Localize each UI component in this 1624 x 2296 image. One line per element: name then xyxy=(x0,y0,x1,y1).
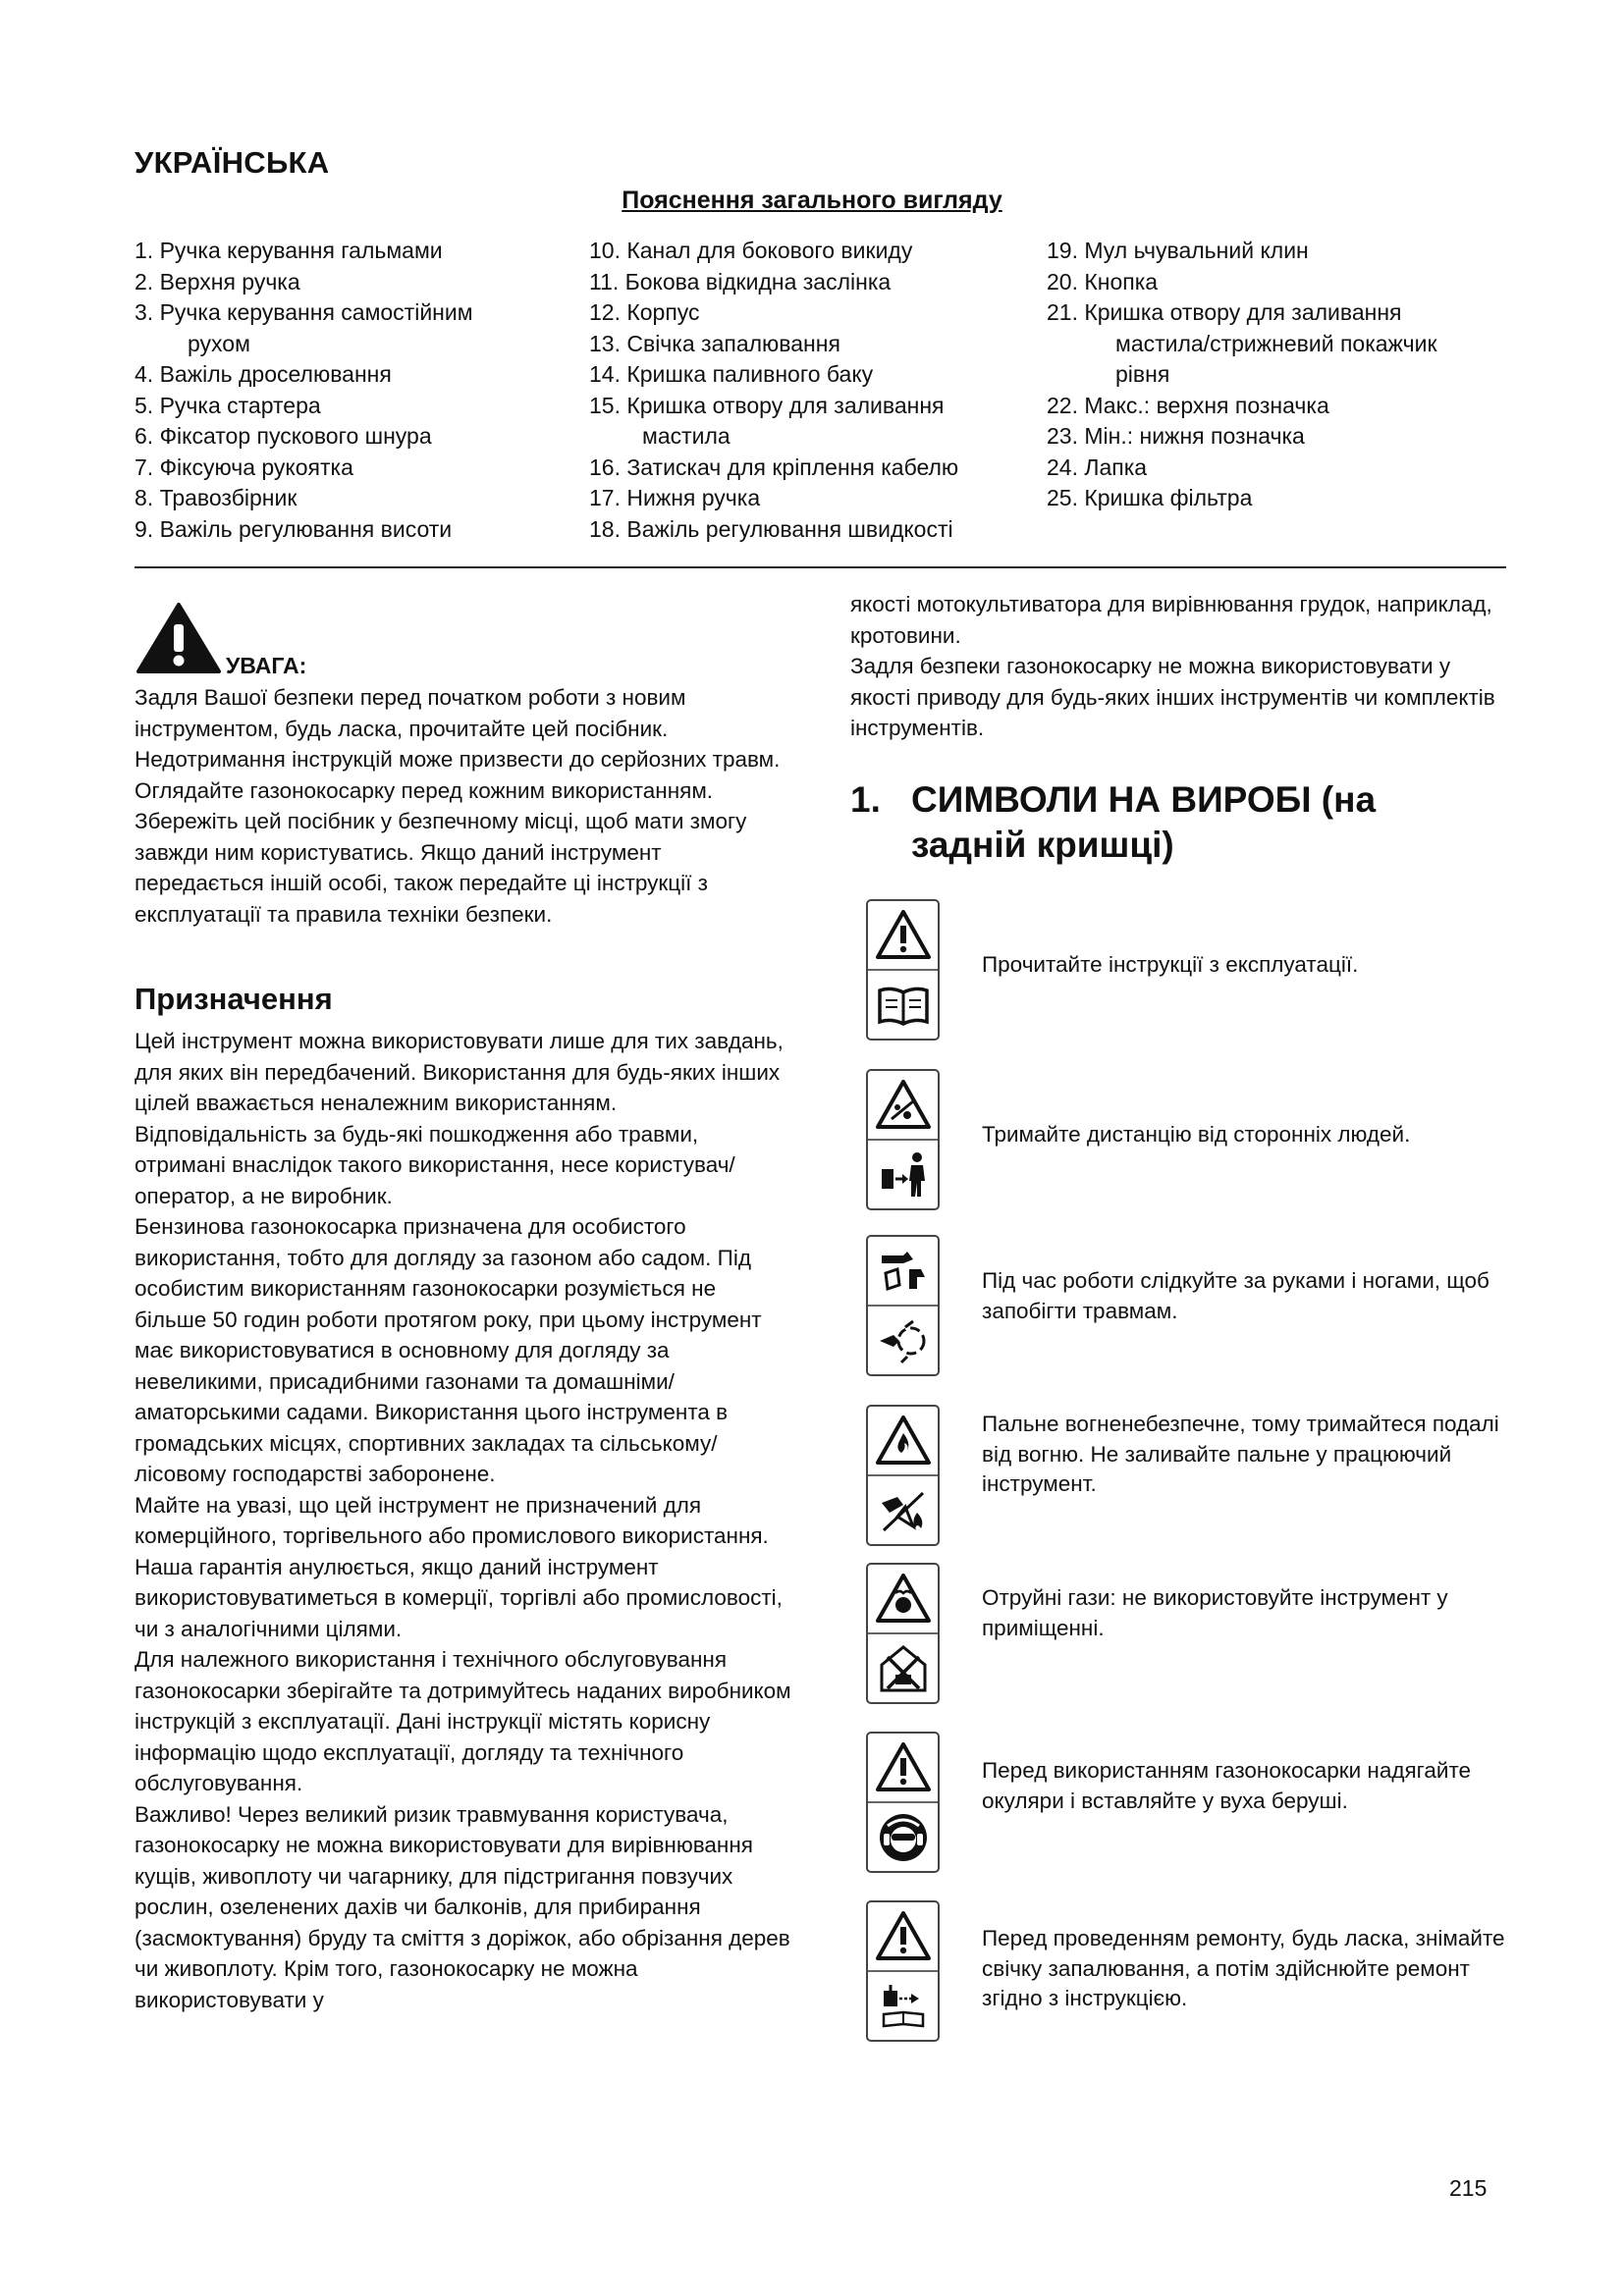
legend-item: 20. Кнопка xyxy=(1047,268,1159,294)
symbols-section-heading xyxy=(850,777,1508,868)
keep-distance-icon xyxy=(874,1148,933,1202)
eye-ear-protection-icon xyxy=(874,1810,933,1865)
section-number: 1. xyxy=(850,779,881,820)
legend-item: мастила xyxy=(642,423,731,449)
legend-item: рухом xyxy=(188,330,250,356)
toxic-fumes-icon xyxy=(874,1641,933,1696)
symbol-text: Під час роботи слідкуйте за руками і ногами, щоб запобігти травмам. xyxy=(982,1268,1489,1323)
legend-item: 14. Кришка паливного баку xyxy=(589,361,874,387)
warning-triangle-icon xyxy=(135,601,223,674)
legend-item: 9. Важіль регулювання висоти xyxy=(135,515,453,542)
page-number: 215 xyxy=(1449,2175,1488,2201)
legend-item: 5. Ручка стартера xyxy=(135,392,321,418)
language-heading: УКРАЇНСЬКА xyxy=(135,145,330,180)
legend-item: 24. Лапка xyxy=(1047,454,1148,480)
hands-feet-blade-icon xyxy=(874,1313,933,1368)
legend-item: 4. Важіль дроселювання xyxy=(135,361,392,387)
legend-item: 10. Канал для бокового викиду xyxy=(589,238,913,263)
legend-item: 12. Корпус xyxy=(589,299,700,325)
symbol-keep-distance xyxy=(866,1069,940,1210)
purpose-heading: Призначення xyxy=(135,982,333,1016)
legend-item: рівня xyxy=(1115,361,1170,387)
purpose-paragraph: Майте на увазі, що цей інструмент не призначений для комерційного, торгівельного або промислового використання. Наша гарантія анулюється, якщо даний інструмент використовуватиметься в комерції, торгівлі або промисловості, чи з аналогічними цілями. xyxy=(135,1492,783,1641)
symbol-text: Перед проведенням ремонту, будь ласка, знімайте свічку запалювання, а потім здійснюйте ремонт згідно з інструкцією. xyxy=(982,1926,1505,2010)
purpose-body xyxy=(135,1026,792,2015)
legend-item: 3. Ручка керування самостійним xyxy=(135,299,473,325)
legend-item: 11. Бокова відкидна заслінка xyxy=(589,268,892,294)
legend-item: 23. Мін.: нижня позначка xyxy=(1047,423,1305,449)
symbol-hands-feet xyxy=(866,1235,940,1376)
legend-item: 15. Кришка отвору для заливання xyxy=(589,392,945,418)
legend-item: 18. Важіль регулювання швидкості xyxy=(589,515,953,542)
symbol-text: Пальне вогненебезпечне, тому тримайтеся подалі від вогню. Не заливайте пальне у працюючий інструмент. xyxy=(982,1412,1499,1496)
fire-warning-icon xyxy=(874,1414,933,1468)
intro-paragraph: Задля безпеки газонокосарку не можна використовувати у якості приводу для будь-яких інших інструментів чи комплектів інструментів. xyxy=(850,654,1495,740)
symbol-text: Перед використанням газонокосарки надягайте окуляри і вставляйте у вуха беруші. xyxy=(982,1758,1472,1813)
fumes-warning-icon xyxy=(874,1572,933,1627)
symbol-text: Тримайте дистанцію від сторонніх людей. xyxy=(982,1122,1411,1147)
legend-item: 7. Фіксуюча рукоятка xyxy=(135,454,353,480)
hand-blade-icon xyxy=(874,1244,933,1299)
thrown-objects-icon xyxy=(874,1078,933,1133)
legend-item: 6. Фіксатор пускового шнура xyxy=(135,423,432,449)
legend-column-3 xyxy=(1047,236,1508,514)
flammable-fuel-icon xyxy=(874,1483,933,1538)
legend-item: 13. Свічка запалювання xyxy=(589,330,840,356)
legend-item: 17. Нижня ручка xyxy=(589,485,761,510)
purpose-paragraph: Для належного використання і технічного обслуговування газонокосарки зберігайте та дотримуйтесь наданих виробником інструкцій з експлуатації. Дані інструкції містять корисну інформацію щодо експлуатації, догляду та технічного обслуговування. xyxy=(135,1647,791,1795)
legend-column-1 xyxy=(135,236,567,545)
read-manual-icon xyxy=(874,981,933,1030)
symbol-toxic-fumes xyxy=(866,1563,940,1704)
section-divider xyxy=(135,566,1506,568)
section-title-line1: СИМВОЛИ НА ВИРОБІ (на xyxy=(911,779,1377,820)
legend-item: 19. Мул ьчувальний клин xyxy=(1047,238,1309,263)
warning-triangle-icon xyxy=(874,1909,933,1964)
warning-label: УВАГА: xyxy=(226,653,307,678)
intro-paragraph: якості мотокультиватора для вирівнювання грудок, наприклад, кротовини. xyxy=(850,592,1492,648)
purpose-paragraph: Важливо! Через великий ризик травмування користувача, газонокосарку не можна використовувати для вирівнювання кущів, живоплоту чи чагарнику, для підстригання повзучих рослин, озеленених дахів чи балконів, для прибирання (засмоктування) бруду та сміття з доріжок, або обрізання дерев чи живоплоту. Крім того, газонокосарку не можна використовувати у xyxy=(135,1801,790,2012)
purpose-paragraph: Бензинова газонокосарка призначена для особистого використання, тобто для догляду за газоном або садом. Під особистим використанням газонокосарки розуміється не більше 50 годин роботи протягом року, при цьому інструмент має використовуватися в основному для догляду за невеликими, присадибними газонами та домашніми/аматорськими садами. Використання цього інструмента в громадських місцях, спортивних закладах та сільському/лісовому господарстві заборонене. xyxy=(135,1214,762,1486)
legend-column-2 xyxy=(589,236,1031,545)
legend-item: 8. Травозбірник xyxy=(135,485,298,510)
legend-item: 2. Верхня ручка xyxy=(135,268,300,294)
legend-item: 16. Затискач для кріплення кабелю xyxy=(589,454,959,480)
legend-item: мастила/стрижневий покажчик xyxy=(1115,330,1437,356)
symbol-read-manual xyxy=(866,899,940,1041)
purpose-paragraph: Цей інструмент можна використовувати лише для тих завдань, для яких він передбачений. Використання для будь-яких інших цілей вважається неналежним використанням. Відповідальність за будь-які пошкодження або травми, отримані внаслідок такого використання, несе користувач/оператор, а не виробник. xyxy=(135,1029,784,1208)
legend-item: 25. Кришка фільтра xyxy=(1047,485,1253,510)
symbol-spark-plug xyxy=(866,1900,940,2042)
legend-item: 21. Кришка отвору для заливання xyxy=(1047,299,1402,325)
warning-triangle-icon xyxy=(874,908,933,963)
section-title-line2: задній кришці) xyxy=(911,825,1174,865)
right-column-intro xyxy=(850,589,1508,744)
legend-title: Пояснення загального вигляду xyxy=(622,187,1002,214)
legend-item: 1. Ручка керування гальмами xyxy=(135,238,443,263)
symbol-protection xyxy=(866,1732,940,1873)
symbol-text: Прочитайте інструкції з експлуатації. xyxy=(982,952,1359,977)
warning-triangle-icon xyxy=(874,1740,933,1795)
symbol-flammable xyxy=(866,1405,940,1546)
remove-spark-plug-icon xyxy=(874,1979,933,2034)
symbol-text: Отруйні гази: не використовуйте інструмент у приміщенні. xyxy=(982,1585,1448,1640)
warning-text: Задля Вашої безпеки перед початком роботи з новим інструментом, будь ласка, прочитайте цей посібник. Недотримання інструкцій може призвести до серйозних травм. Оглядайте газонокосарку перед кожним використанням. Збережіть цей посібник у безпечному місці, щоб мати змогу завжди ним користуватись. Якщо даний інструмент передається іншій особі, також передайте ці інструкції з експлуатації та правила техніки безпеки. xyxy=(135,685,781,927)
legend-item: 22. Макс.: верхня позначка xyxy=(1047,392,1329,418)
